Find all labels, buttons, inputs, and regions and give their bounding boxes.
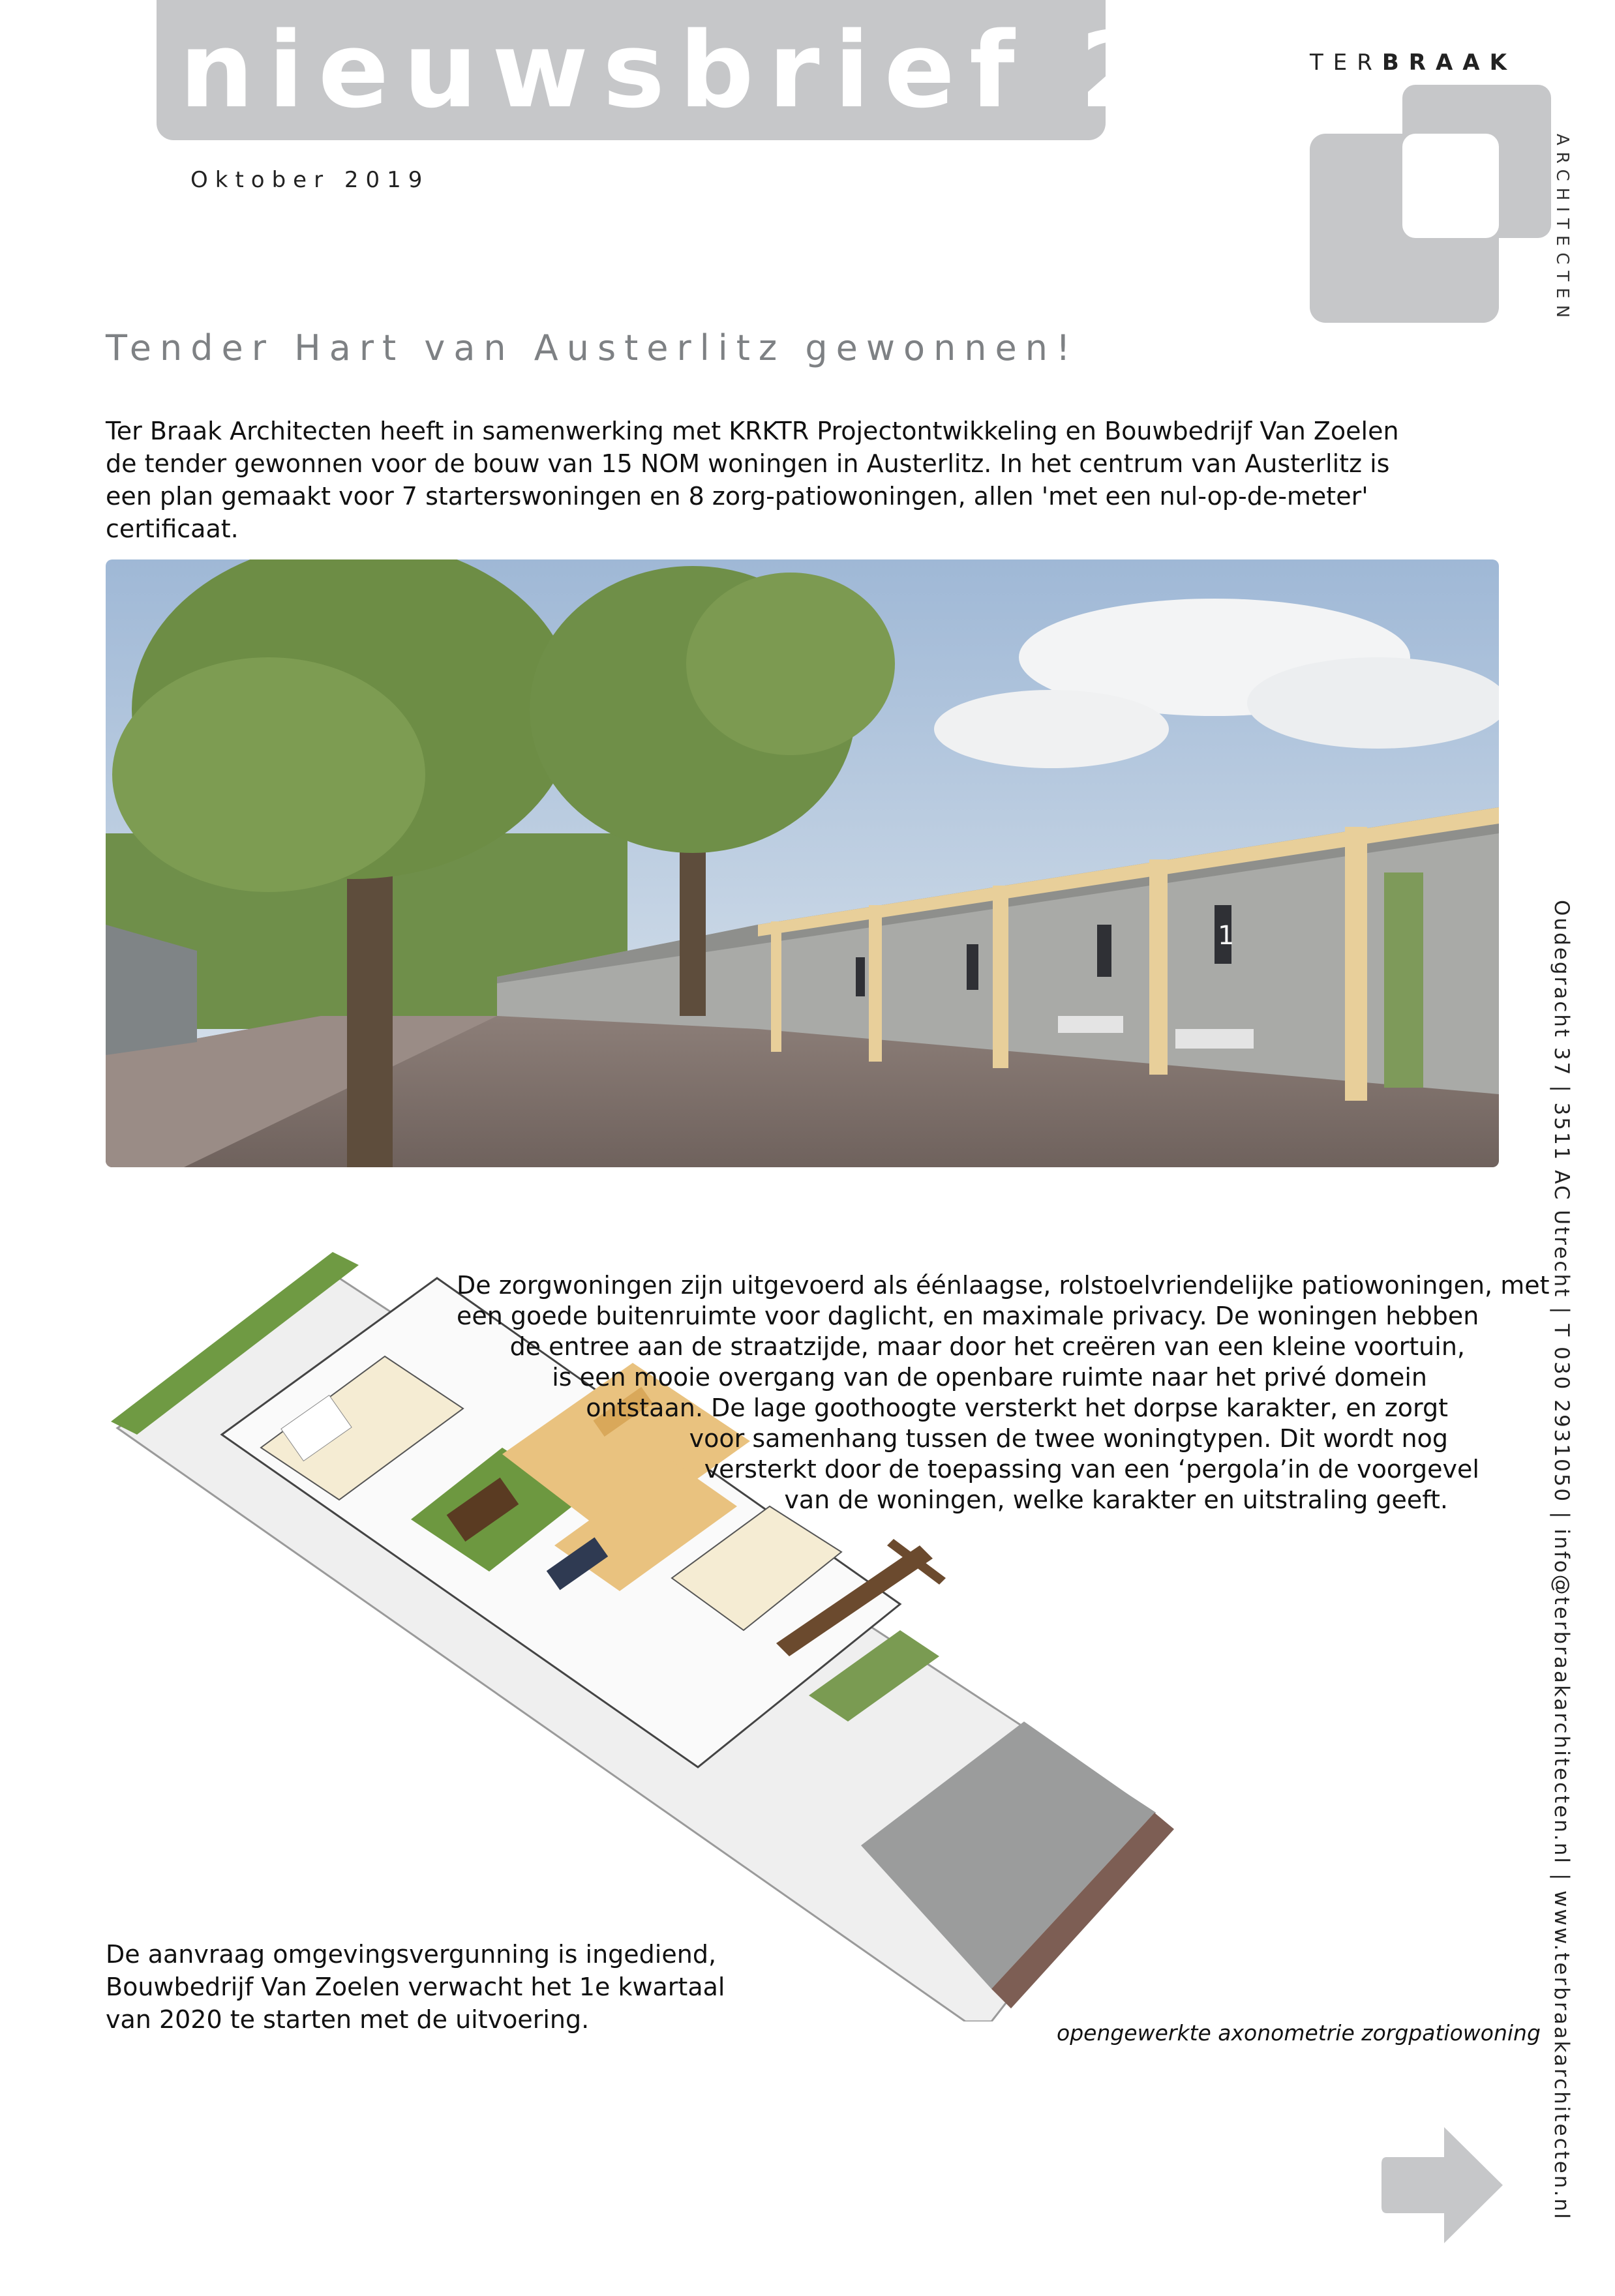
zorgwoningen-description bbox=[457, 1270, 1550, 1515]
article-headline: Tender Hart van Austerlitz gewonnen! bbox=[106, 327, 1079, 368]
contact-info: Oudegracht 37 | 3511 AC Utrecht | T 030 2931050 | info@terbraakarchitecten.nl | www.terbraakarchitecten.nl bbox=[1550, 900, 1573, 2221]
issue-date: Oktober 2019 bbox=[190, 167, 430, 193]
logo-name-bold: BRAAK bbox=[1381, 50, 1517, 76]
newsletter-title: nieuwsbrief 27 bbox=[179, 9, 1254, 131]
zorg-line: de entree aan de straatzijde, maar door het creëren van een kleine voortuin, bbox=[509, 1332, 1465, 1361]
arrow-right-icon[interactable] bbox=[1381, 2127, 1503, 2243]
zorg-line: van de woningen, welke karakter en uitstraling geeft. bbox=[784, 1485, 1448, 1514]
logo-name-light: TER bbox=[1310, 50, 1382, 76]
zorg-line: ontstaan. De lage goothoogte versterkt het dorpse karakter, en zorgt bbox=[586, 1394, 1448, 1422]
zorg-line: een goede buitenruimte voor daglicht, en maximale privacy. De woningen hebben bbox=[457, 1302, 1479, 1330]
zorg-line: is een mooie overgang van de openbare ruimte naar het privé domein bbox=[552, 1363, 1427, 1392]
article-intro: Ter Braak Architecten heeft in samenwerking met KRKTR Projectontwikkeling en Bouwbedrijf Van Zoelen de tender gewonnen voor de bouw van 15 NOM woningen in Austerlitz. In het centrum van Austerlitz is een plan gemaakt voor 7 starterswoningen en 8 zorg-patiowoningen, allen 'met een nul-op-de-meter' certificaat. bbox=[106, 417, 1399, 543]
logo-subtitle: ARCHITECTEN bbox=[1552, 134, 1572, 325]
house-number-label: 1 bbox=[1218, 921, 1235, 951]
logo-square-cutout bbox=[1402, 134, 1499, 238]
zorg-line: versterkt door de toepassing van een ‘pergola’in de voorgevel bbox=[704, 1455, 1479, 1483]
logo-wordmark bbox=[1310, 50, 1517, 76]
street-render-image bbox=[106, 559, 1499, 1167]
zorg-line: De zorgwoningen zijn uitgevoerd als éénlaagse, rolstoelvriendelijke patiowoningen, met bbox=[457, 1271, 1550, 1300]
zorg-line: voor samenhang tussen de twee woningtypen. Dit wordt nog bbox=[689, 1424, 1448, 1453]
permit-paragraph: De aanvraag omgevingsvergunning is ingediend, Bouwbedrijf Van Zoelen verwacht het 1e kwartaal van 2020 te starten met de uitvoering. bbox=[106, 1940, 725, 2034]
image-caption: opengewerkte axonometrie zorgpatiowoning bbox=[1057, 2020, 1541, 2046]
